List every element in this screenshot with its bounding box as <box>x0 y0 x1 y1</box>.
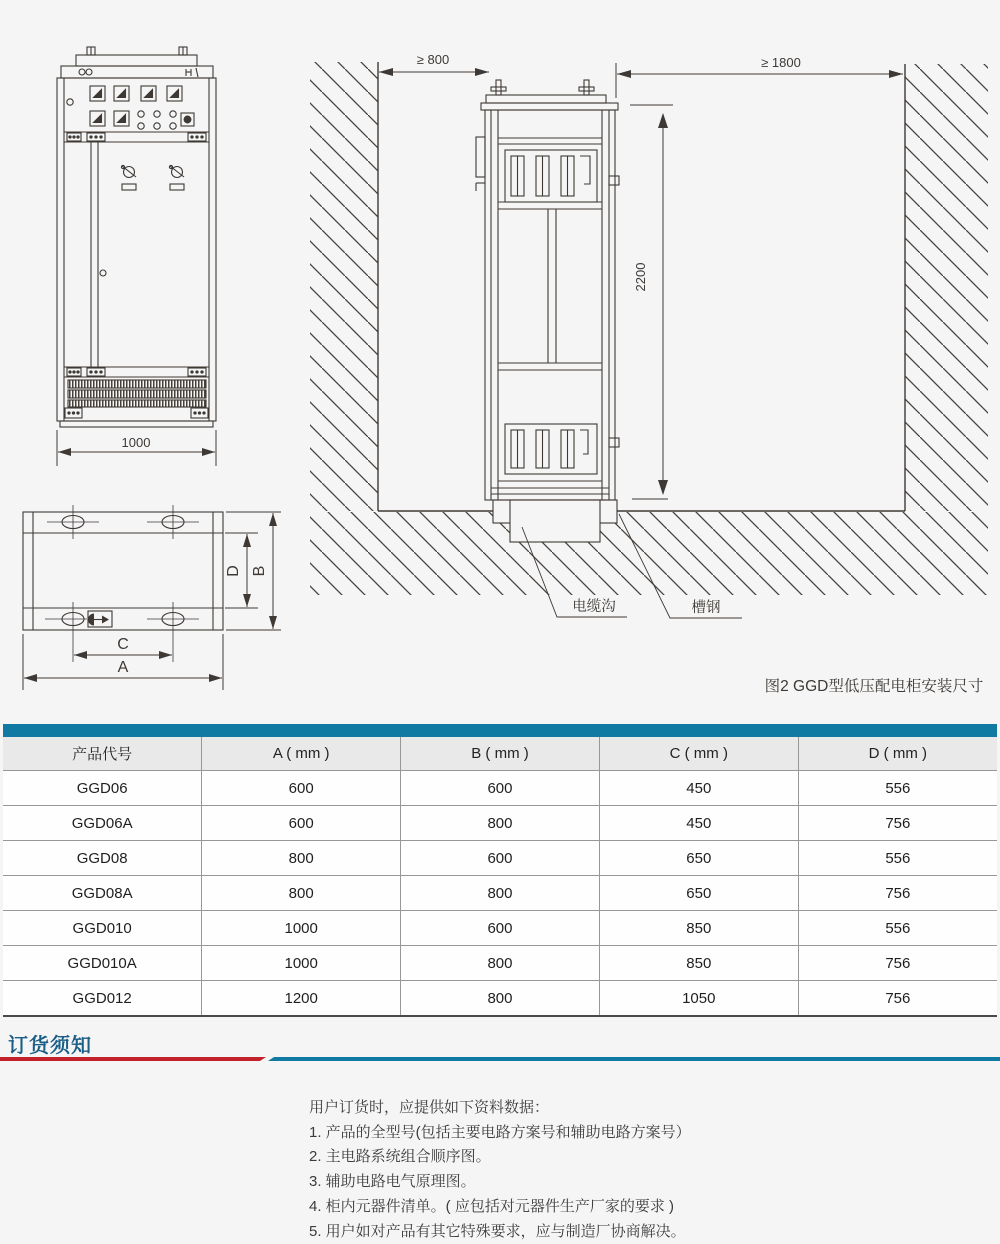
cell-b: 800 <box>401 981 600 1017</box>
cell-a: 600 <box>202 771 401 806</box>
left-wall-hatch <box>310 62 378 511</box>
door-lock <box>100 270 106 276</box>
vent-grille <box>68 380 206 407</box>
cell-b: 600 <box>401 911 600 946</box>
table-row <box>3 841 997 876</box>
col-header-d: D ( mm ) <box>798 737 997 771</box>
side-dim-rear-clearance: ≥ 1800 <box>761 55 801 70</box>
table-header-row <box>3 737 997 771</box>
cell-c: 850 <box>599 946 798 981</box>
cell-model: GGD010 <box>3 911 202 946</box>
cable-entry-symbol <box>88 611 112 627</box>
plan-dim-a: A <box>117 659 129 676</box>
front-width-value: 1000 <box>121 435 151 450</box>
base <box>60 421 213 427</box>
side-dim-height: 2200 <box>633 262 648 292</box>
section-rule <box>0 1057 1000 1061</box>
channel-steel-label: 槽钢 <box>691 600 721 616</box>
cell-a: 800 <box>202 876 401 911</box>
cabinet-side-view <box>476 80 619 500</box>
order-notice-body <box>309 1096 969 1244</box>
table-row <box>3 771 997 806</box>
door-handle <box>169 165 184 190</box>
order-notice-item: 5. 用户如对产品有其它特殊要求，应与制造厂协商解决。 <box>309 1222 686 1240</box>
section-rule-blue <box>268 1057 1000 1061</box>
cell-b: 600 <box>401 841 600 876</box>
cell-model: GGD08 <box>3 841 202 876</box>
cell-b: 800 <box>401 806 600 841</box>
cell-b: 800 <box>401 946 600 981</box>
col-header-model: 产品代号 <box>3 737 202 771</box>
order-notice-item: 4. 柜内元器件清单。( 应包括对元器件生产厂家的要求 ) <box>309 1197 675 1215</box>
figure-caption: 图2 GGD型低压配电柜安装尺寸 <box>764 678 984 695</box>
cable-trench <box>510 500 600 542</box>
table-row <box>3 946 997 981</box>
cell-b: 800 <box>401 876 600 911</box>
col-header-b: B ( mm ) <box>401 737 600 771</box>
lifting-bar <box>76 55 197 66</box>
cell-a: 600 <box>202 806 401 841</box>
cell-model: GGD08A <box>3 876 202 911</box>
order-notice-title: 订货须知 <box>8 1035 92 1057</box>
cell-c: 650 <box>599 876 798 911</box>
order-notice-item: 2. 主电路系统组合顺序图。 <box>309 1148 491 1166</box>
table-row <box>3 981 997 1017</box>
cell-model: GGD010A <box>3 946 202 981</box>
col-header-c: C ( mm ) <box>599 737 798 771</box>
order-notice-item: 3. 辅助电路电气原理图。 <box>309 1173 476 1191</box>
floor-hatch <box>310 512 988 595</box>
panel-lamp <box>67 99 73 105</box>
indicator-lamps <box>138 111 176 129</box>
installation-side-view <box>310 52 988 618</box>
cell-d: 756 <box>798 876 997 911</box>
plan-dim-b: B <box>251 565 268 577</box>
spec-table <box>3 724 997 1017</box>
cell-model: GGD06A <box>3 806 202 841</box>
panel-meters <box>90 86 182 126</box>
cell-a: 1200 <box>202 981 401 1017</box>
plan-dim-c: C <box>117 636 129 653</box>
cell-c: 450 <box>599 806 798 841</box>
cell-c: 650 <box>599 841 798 876</box>
side-dim-left-clearance: ≥ 800 <box>416 52 450 67</box>
cell-d: 556 <box>798 841 997 876</box>
base-corner-plates <box>65 408 208 418</box>
table-row <box>3 876 997 911</box>
plan-dimensions <box>23 512 281 690</box>
table-accent-bar <box>3 724 997 737</box>
section-rule-red <box>0 1057 266 1061</box>
cell-c: 850 <box>599 911 798 946</box>
cell-c: 1050 <box>599 981 798 1017</box>
cell-a: 1000 <box>202 911 401 946</box>
vent-dots <box>67 133 206 141</box>
cell-c: 450 <box>599 771 798 806</box>
cell-d: 556 <box>798 771 997 806</box>
order-notice-intro: 用户订货时，应提供如下资料数据： <box>309 1099 550 1116</box>
table-row <box>3 806 997 841</box>
cell-model: GGD012 <box>3 981 202 1017</box>
cell-a: 800 <box>202 841 401 876</box>
cell-d: 756 <box>798 806 997 841</box>
table-row <box>3 911 997 946</box>
plan-dim-d: D <box>225 565 242 577</box>
cable-trench-label: 电缆沟 <box>572 599 616 615</box>
cell-b: 600 <box>401 771 600 806</box>
vent-dots <box>67 368 206 376</box>
right-wall-hatch <box>905 64 988 511</box>
cell-a: 1000 <box>202 946 401 981</box>
door-handle <box>121 165 136 190</box>
cabinet-front-view <box>57 47 216 427</box>
cell-model: GGD06 <box>3 771 202 806</box>
order-notice-item: 1. 产品的全型号(包括主要电路方案号和辅助电路方案号） <box>309 1123 691 1141</box>
col-header-a: A ( mm ) <box>202 737 401 771</box>
cell-d: 756 <box>798 946 997 981</box>
cell-d: 556 <box>798 911 997 946</box>
cell-d: 756 <box>798 981 997 1017</box>
